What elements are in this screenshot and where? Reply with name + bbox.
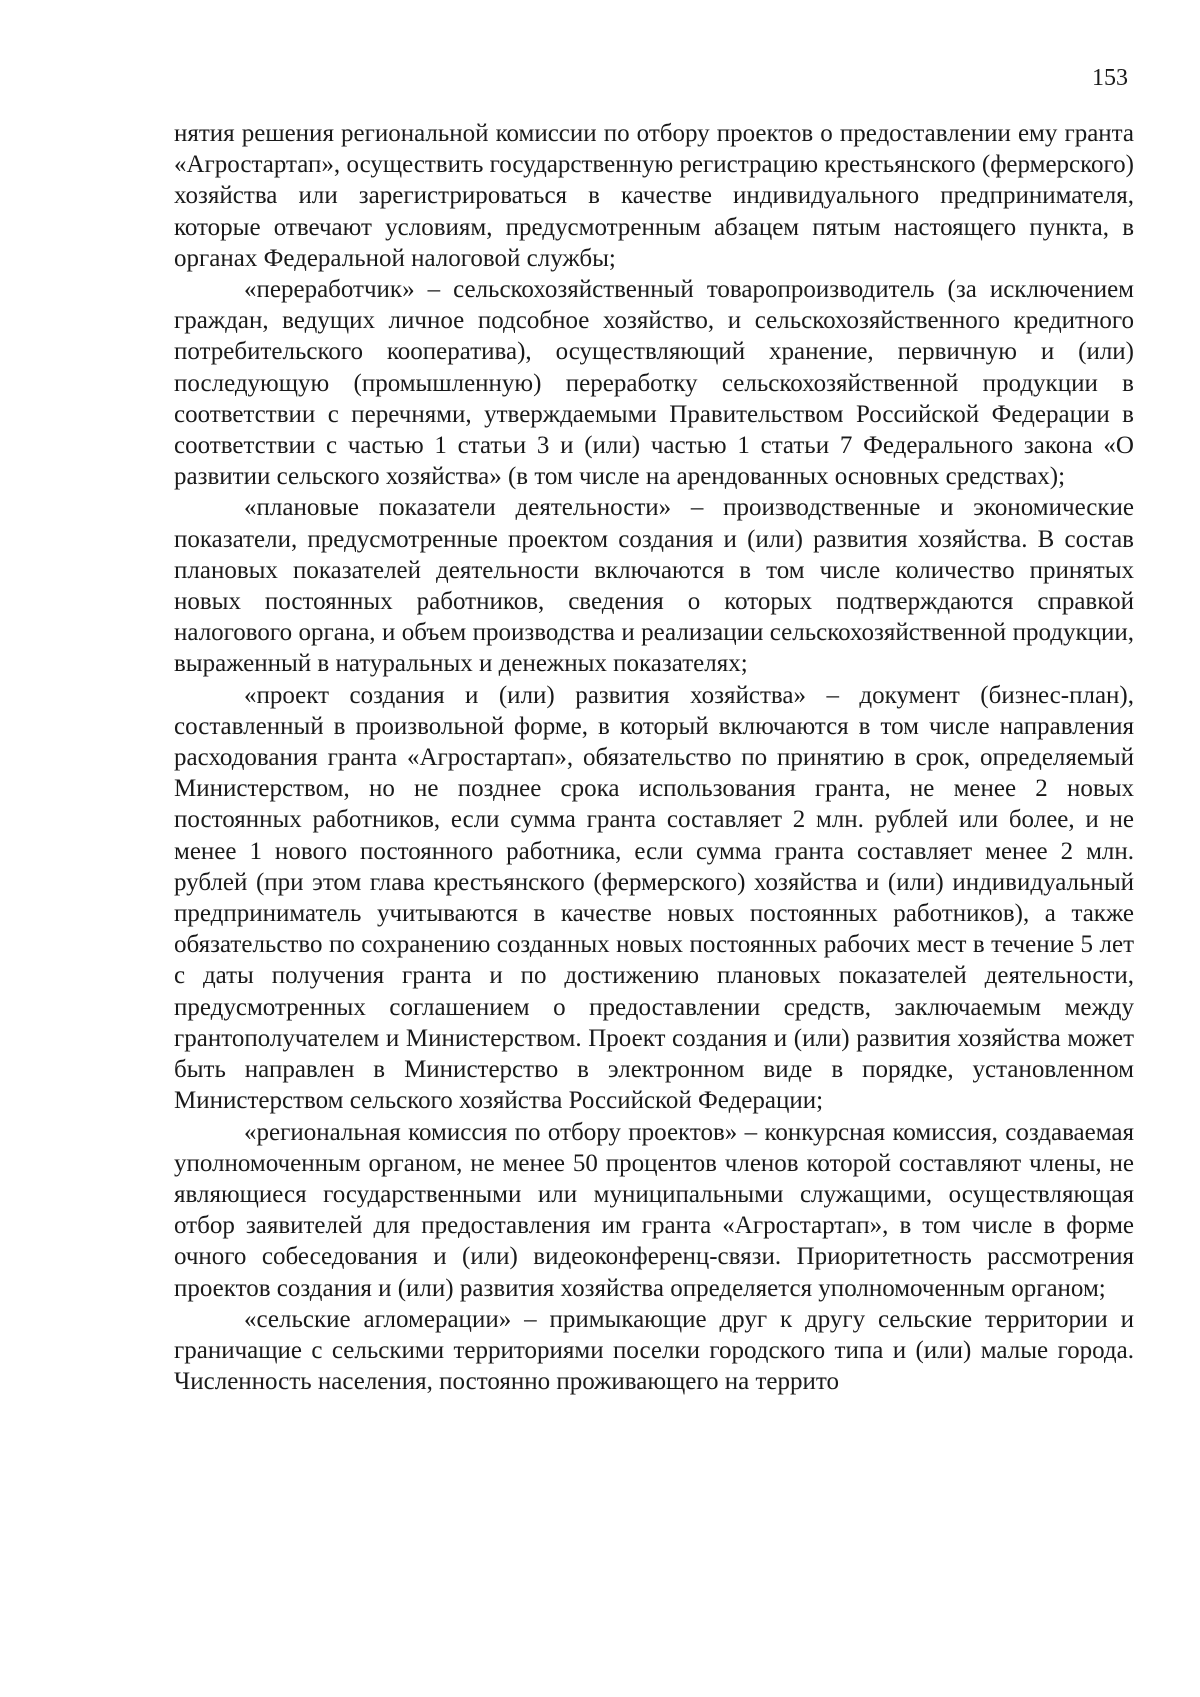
page-number: 153 bbox=[1092, 65, 1128, 91]
paragraph: «сельские агломерации» – примыкающие друг к другу сельские территории и граничащие с сельскими территориями поселки городского типа и (или) малые города. Численность населения, постоянно проживающего на террито bbox=[174, 1305, 1134, 1396]
paragraph: «переработчик» – сельскохозяйственный товаропроизводитель (за исключением граждан, ведущих личное подсобное хозяйство, и сельскохозяйственного кредитного потребительского кооператива), осуществляющий хранение, первичную и (или) последующую (промышленную) переработку сельскохозяйственной продукции в соответствии с перечнями, утверждаемыми Правительством Российской Федерации в соответствии с частью 1 статьи 3 и (или) частью 1 статьи 7 Федерального закона «О развитии сельского хозяйства» (в том числе на арендованных основных средствах); bbox=[174, 276, 1134, 491]
paragraph: «проект создания и (или) развития хозяйства» – документ (бизнес-план), составленный в произвольной форме, в который включаются в том числе направления расходования гранта «Агростартап», обязательство по принятию в срок, определяемый Министерством, но не позднее срока использования гранта, не менее 2 новых постоянных работников, если сумма гранта составляет 2 млн. рублей или более, и не менее 1 нового постоянного работника, если сумма гранта составляет менее 2 млн. рублей (при этом глава крестьянского (фермерского) хозяйства и (или) индивидуальный предприниматель учитываются в качестве новых постоянных работников), а также обязательство по сохранению созданных новых постоянных рабочих мест в течение 5 лет с даты получения гранта и по достижению плановых показателей деятельности, предусмотренных соглашением о предоставлении средств, заключаемым между грантополучателем и Министерством. Проект создания и (или) развития хозяйства может быть направлен в Министерство в электронном виде в порядке, установленном Министерством сельского хозяйства Российской Федерации; bbox=[174, 681, 1134, 1115]
paragraph: «региональная комиссия по отбору проектов» – конкурсная комиссия, создаваемая уполномоченным органом, не менее 50 процентов членов которой составляют члены, не являющиеся государственными или муниципальными служащими, осуществляющая отбор заявителей для предоставления им гранта «Агростартап», в том числе в форме очного собеседования и (или) видеоконференц-связи. Приоритетность рассмотрения проектов создания и (или) развития хозяйства определяется уполномоченным органом; bbox=[174, 1118, 1134, 1302]
document-body bbox=[174, 118, 1134, 1397]
paragraph: нятия решения региональной комиссии по отбору проектов о предоставлении ему гранта «Агростартап», осуществить государственную регистрацию крестьянского (фермерского) хозяйства или зарегистрироваться в качестве индивидуального предпринимателя, которые отвечают условиям, предусмотренным абзацем пятым настоящего пункта, в органах Федеральной налоговой службы; bbox=[174, 120, 1134, 272]
paragraph: «плановые показатели деятельности» – производственные и экономические показатели, предусмотренные проектом создания и (или) развития хозяйства. В состав плановых показателей деятельности включаются в том числе количество принятых новых постоянных работников, сведения о которых подтверждаются справкой налогового органа, и объем производства и реализации сельскохозяйственной продукции, выраженный в натуральных и денежных показателях; bbox=[174, 494, 1134, 678]
